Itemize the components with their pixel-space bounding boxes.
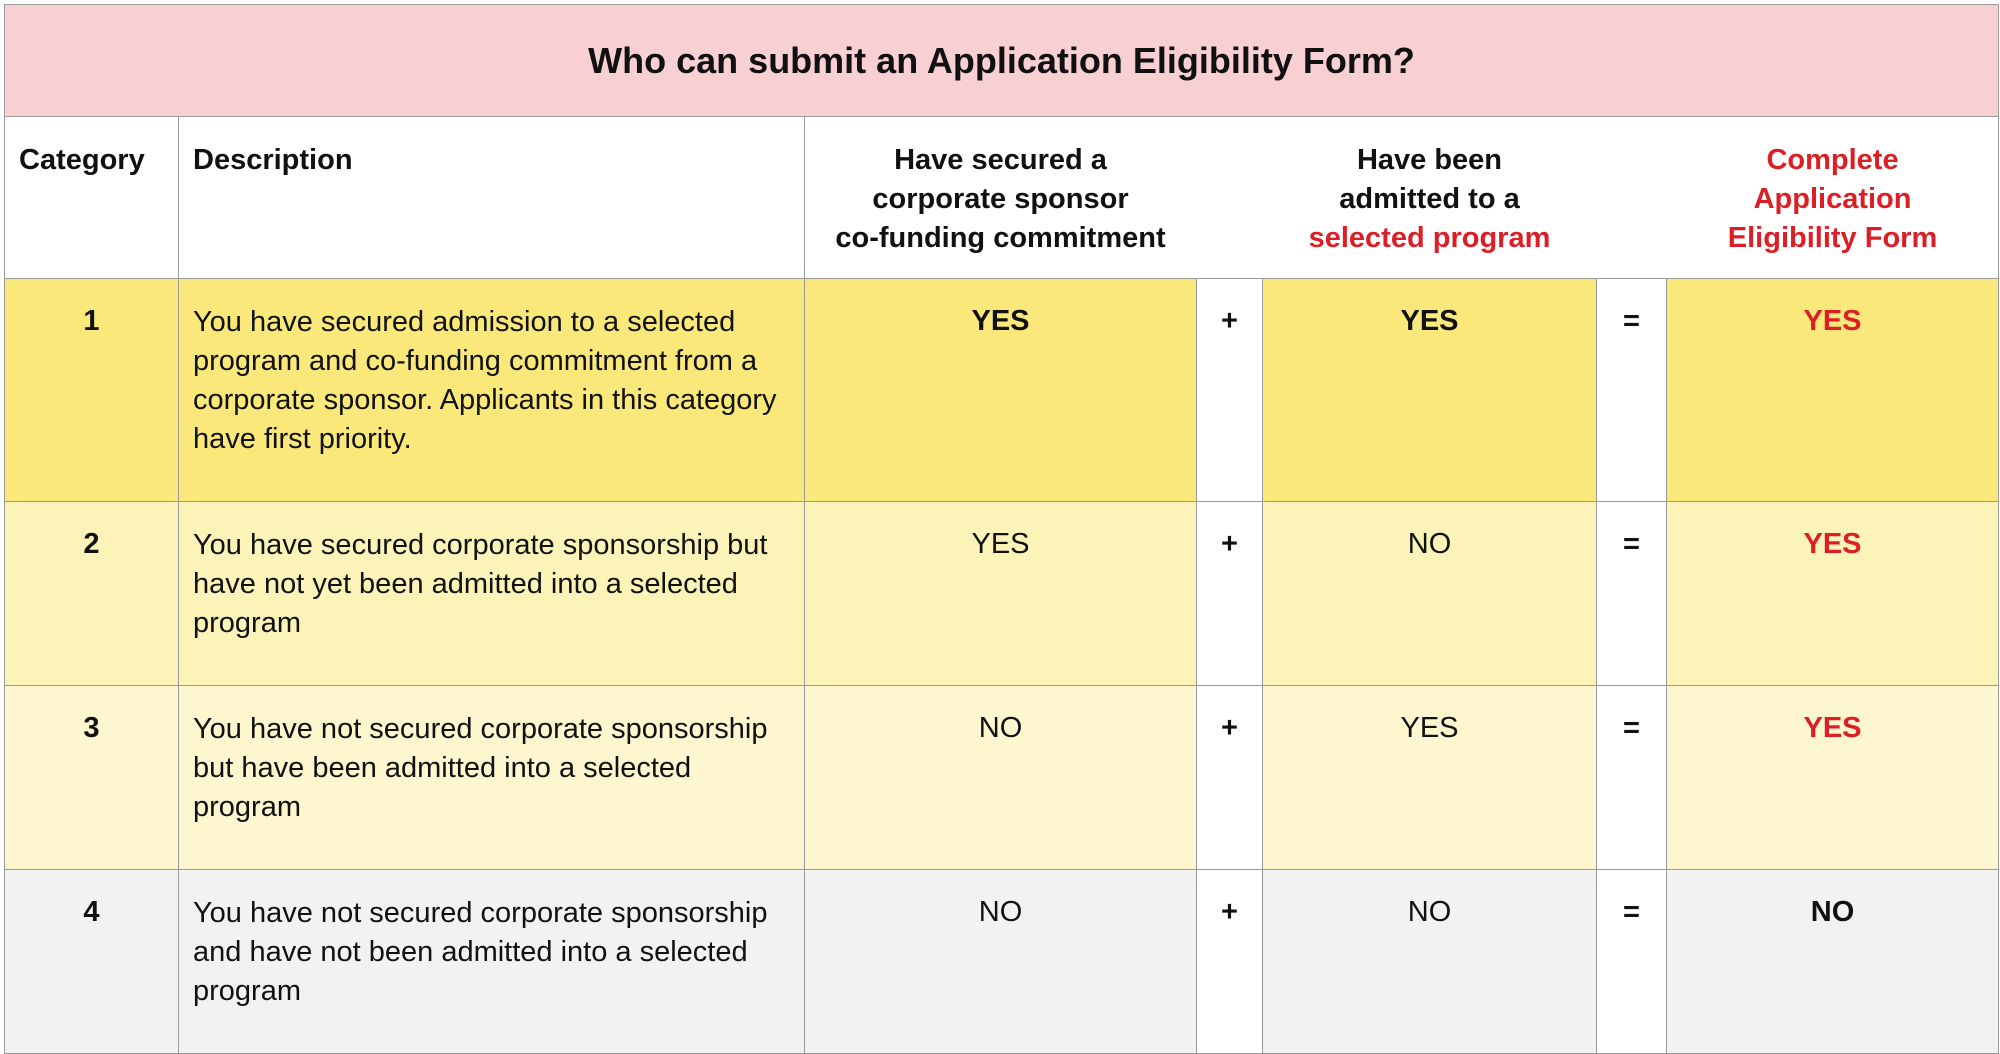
table-row [5,502,1999,686]
header-complete [1667,117,1999,279]
header-spacer [1197,117,1263,279]
result-cell: YES [1667,279,1999,502]
header-category: Category [5,117,179,279]
header-spacer [1597,117,1667,279]
plus-operator: + [1197,870,1263,1054]
header-complete-line: Application [1753,183,1912,215]
result-cell: YES [1667,502,1999,686]
equals-operator: = [1597,870,1667,1054]
table-row [5,870,1999,1054]
header-admitted-line: Have been [1356,144,1503,176]
category-cell: 4 [5,870,179,1054]
category-cell: 2 [5,502,179,686]
header-complete-line: Eligibility Form [1727,222,1938,254]
header-description: Description [179,117,805,279]
sponsor-cell: NO [805,686,1197,870]
description-cell: You have secured admission to a selected program and co-funding commitment from a corporate sponsor. Applicants in this category have first priority. [179,279,805,502]
title-row [5,5,1999,117]
table-row [5,686,1999,870]
equals-operator: = [1597,686,1667,870]
header-sponsor-line: co-funding commitment [835,222,1166,254]
header-row [5,117,1999,279]
plus-operator: + [1197,686,1263,870]
header-complete-line: Complete [1766,144,1899,176]
result-cell: NO [1667,870,1999,1054]
sponsor-cell: YES [805,279,1197,502]
sponsor-cell: NO [805,870,1197,1054]
description-cell: You have not secured corporate sponsorship and have not been admitted into a selected program [179,870,805,1054]
admitted-cell: NO [1263,870,1597,1054]
header-admitted [1263,117,1597,279]
equals-operator: = [1597,502,1667,686]
header-sponsor [805,117,1197,279]
header-admitted-highlight: selected program [1308,222,1551,254]
table-row [5,279,1999,502]
admitted-cell: NO [1263,502,1597,686]
eligibility-table [4,4,1999,1054]
header-admitted-line: admitted to a [1339,183,1520,215]
plus-operator: + [1197,279,1263,502]
eligibility-sheet [4,4,1998,1007]
header-sponsor-line: Have secured a [894,144,1107,176]
category-cell: 1 [5,279,179,502]
category-cell: 3 [5,686,179,870]
plus-operator: + [1197,502,1263,686]
header-sponsor-line: corporate sponsor [872,183,1129,215]
equals-operator: = [1597,279,1667,502]
table-title: Who can submit an Application Eligibility Form? [5,5,1999,117]
description-cell: You have not secured corporate sponsorship but have been admitted into a selected program [179,686,805,870]
result-cell: YES [1667,686,1999,870]
description-cell: You have secured corporate sponsorship but have not yet been admitted into a selected program [179,502,805,686]
admitted-cell: YES [1263,279,1597,502]
admitted-cell: YES [1263,686,1597,870]
sponsor-cell: YES [805,502,1197,686]
